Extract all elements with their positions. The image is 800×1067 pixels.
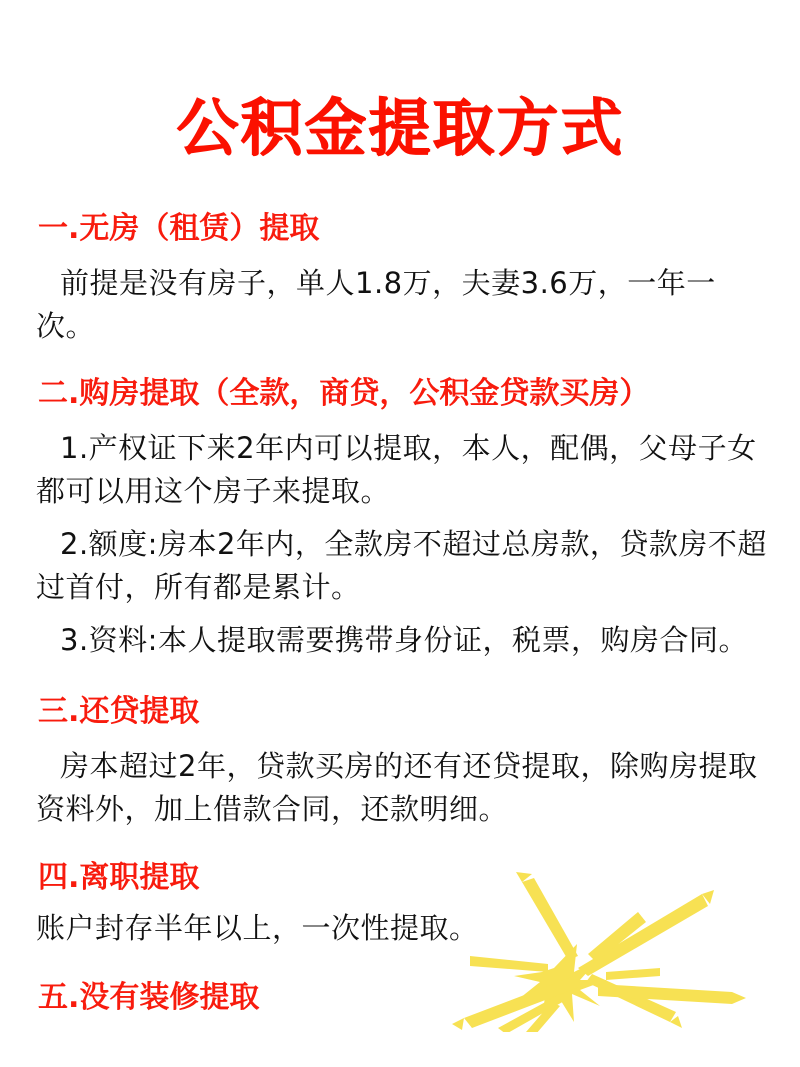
section-4-paragraph-1: 账户封存半年以上，一次性提取。: [36, 911, 479, 946]
section-heading-5: 五.没有装修提取: [38, 980, 260, 1016]
section-1-paragraph-1: 前提是没有房子，单人1.8万，夫妻3.6万，一年一次。: [36, 266, 716, 344]
section-2-paragraph-3: 3.资料:本人提取需要携带身份证，税票，购房合同。: [60, 622, 748, 657]
section-heading-4: 四.离职提取: [38, 860, 200, 896]
section-3-paragraph-1: 房本超过2年，贷款买房的还有还贷提取，除购房提取资料外，加上借款合同，还款明细。: [36, 748, 758, 826]
section-2-paragraph-1: 1.产权证下来2年内可以提取，本人，配偶，父母子女都可以用这个房子来提取。: [36, 431, 757, 509]
section-heading-1: 一.无房（租赁）提取: [38, 211, 320, 247]
section-2-paragraph-2: 2.额度:房本2年内，全款房不超过总房款，贷款房不超过首付，所有都是累计。: [36, 526, 767, 604]
section-heading-2: 二.购房提取（全款，商贷，公积金贷款买房）: [38, 376, 650, 412]
page-title: 公积金提取方式: [175, 91, 624, 164]
section-heading-3: 三.还贷提取: [38, 693, 200, 729]
